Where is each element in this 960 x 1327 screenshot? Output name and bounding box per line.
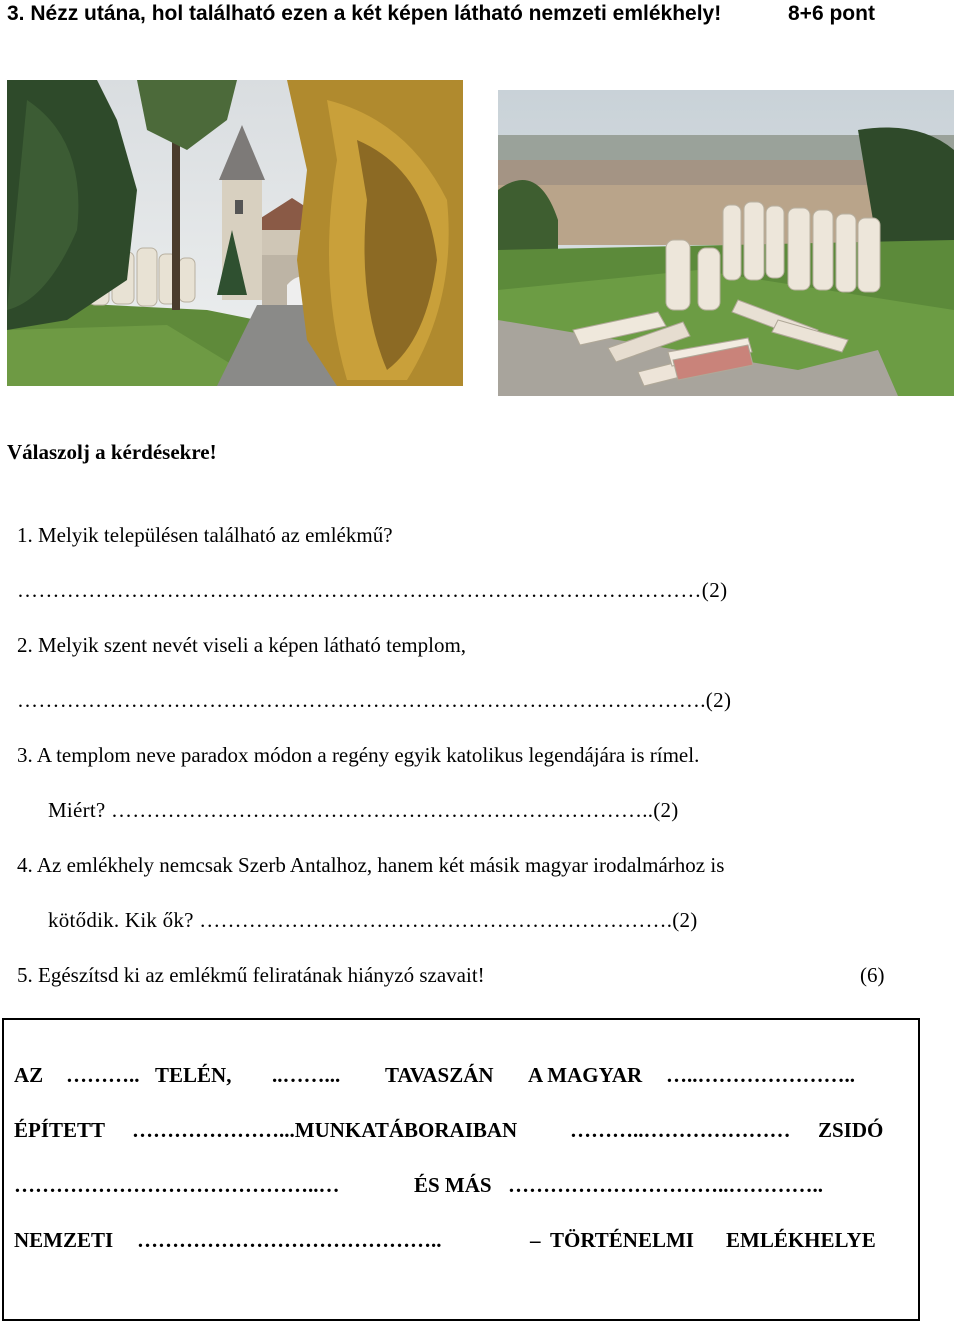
- inscription-word: TÖRTÉNELMI: [550, 1228, 694, 1252]
- answer-line-2[interactable]: …………………………………………………………………………………….(2): [17, 688, 732, 712]
- inscription-blank[interactable]: …………………...MUNKATÁBORAIBAN: [132, 1118, 518, 1142]
- memorial-photo: [498, 90, 954, 396]
- question-5: 5. Egészítsd ki az emlékmű feliratának hiányzó szavait!: [17, 963, 485, 987]
- question-4: 4. Az emlékhely nemcsak Szerb Antalhoz, hanem két másik magyar irodalmárhoz is: [17, 853, 725, 877]
- answer-line-4[interactable]: kötődik. Kik ők? ………………………………………………………….(2): [48, 908, 698, 932]
- inscription-word: ÉPÍTETT: [14, 1118, 106, 1142]
- inscription-word: ZSIDÓ: [818, 1118, 884, 1142]
- inscription-word: A MAGYAR: [528, 1063, 643, 1087]
- inscription-word: AZ: [14, 1063, 44, 1087]
- question-5-points: (6): [860, 963, 885, 987]
- task-title: [7, 2, 875, 26]
- inscription-blank[interactable]: ………..…………………: [570, 1118, 791, 1142]
- memorial-photo-image: [498, 90, 954, 396]
- question-1: 1. Melyik településen található az emlékmű?: [17, 523, 393, 547]
- question-2: 2. Melyik szent nevét viseli a képen látható templom,: [17, 633, 467, 657]
- inscription-dash: –: [530, 1228, 541, 1252]
- inscription-word: EMLÉKHELYE: [726, 1228, 876, 1252]
- inscription-word: TAVASZÁN: [385, 1063, 494, 1087]
- inscription-blank[interactable]: ……………………………………..: [137, 1228, 442, 1252]
- subheading: Válaszolj a kérdésekre!: [7, 440, 217, 464]
- inscription-word: TELÉN,: [155, 1063, 232, 1087]
- inscription-blank[interactable]: ……………………………………..…: [14, 1173, 340, 1197]
- church-photo: [7, 80, 463, 386]
- inscription-blank[interactable]: …………………………..…………..: [508, 1173, 823, 1197]
- inscription-blank[interactable]: …..…………………..: [666, 1063, 855, 1087]
- answer-line-1[interactable]: ……………………………………………………………………………………(2): [17, 578, 728, 602]
- inscription-blank[interactable]: ..……...: [272, 1063, 341, 1087]
- church-photo-image: [7, 80, 463, 386]
- answer-line-3[interactable]: Miért? …………………………………………………………………..(2): [48, 798, 679, 822]
- task-title-text: 3. Nézz utána, hol található ezen a két képen látható nemzeti emlékhely!: [7, 2, 722, 25]
- inscription-word: ÉS MÁS: [414, 1173, 492, 1197]
- inscription-word: NEMZETI: [14, 1228, 114, 1252]
- task-points: 8+6 pont: [788, 2, 875, 25]
- question-3: 3. A templom neve paradox módon a regény egyik katolikus legendájára is rímel.: [17, 743, 700, 767]
- inscription-blank[interactable]: ………..: [66, 1063, 140, 1087]
